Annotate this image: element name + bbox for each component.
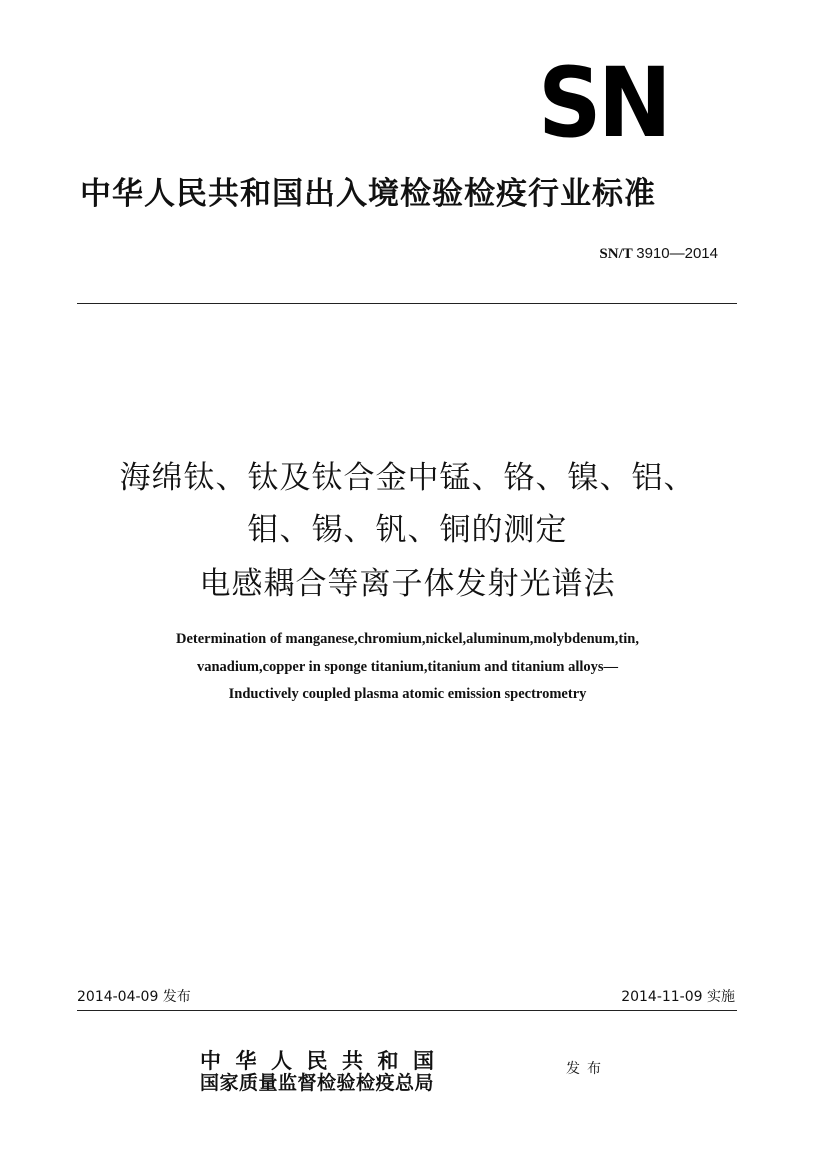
sn-logo: SN (538, 47, 669, 159)
issuer-title: 中华人民共和国出入境检验检疫行业标准 (80, 176, 656, 212)
chinese-title-line-2: 钼、锡、钒、铜的测定 (247, 512, 568, 548)
publisher-line-2: 国家质量监督检验检疫总局 (200, 1072, 435, 1094)
header-divider (77, 303, 737, 304)
standard-number (599, 245, 718, 263)
english-title-line-3: Inductively coupled plasma atomic emission spectrometry (228, 686, 587, 702)
chinese-title-line-3: 电感耦合等离子体发射光谱法 (199, 566, 616, 602)
publisher-line-1: 中华人民共和国 (200, 1048, 449, 1073)
issue-date: 2014-04-09 发布 (77, 989, 191, 1005)
standard-prefix: SN/T (599, 246, 633, 262)
publish-label: 发布 (566, 1061, 608, 1077)
implementation-date: 2014-11-09 实施 (621, 989, 735, 1005)
standard-code: 3910—2014 (636, 245, 718, 262)
chinese-title-line-1: 海绵钛、钛及钛合金中锰、铬、镍、铝、 (119, 460, 696, 496)
footer-divider (77, 1010, 737, 1011)
english-title-line-1: Determination of manganese,chromium,nickel,aluminum,molybdenum,tin, (176, 631, 639, 647)
english-title-line-2: vanadium,copper in sponge titanium,titanium and titanium alloys— (196, 659, 619, 675)
